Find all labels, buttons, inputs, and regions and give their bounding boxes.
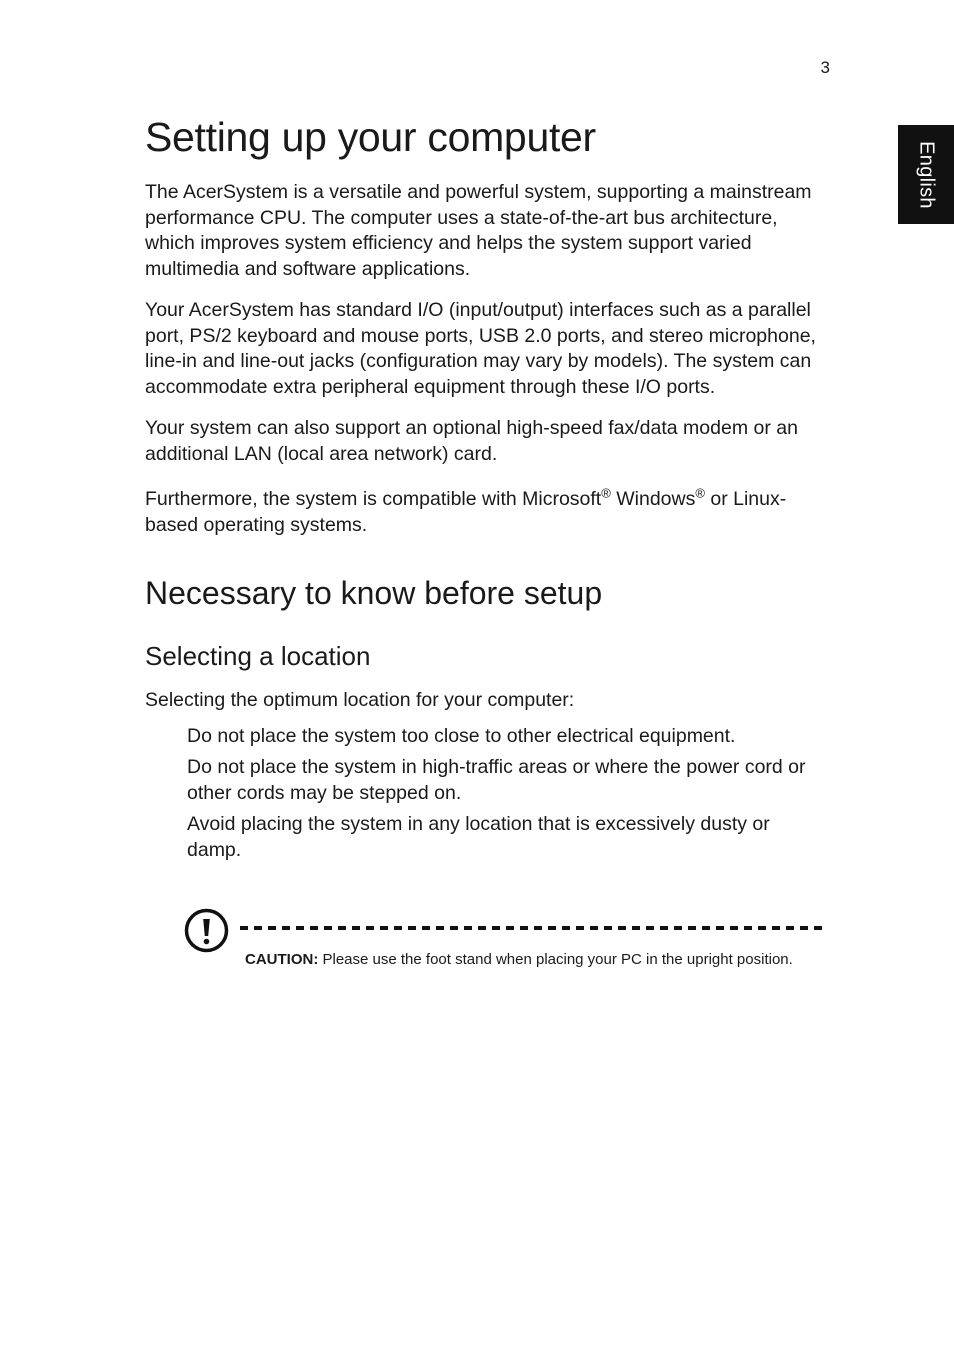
os-text-part3: or Linux-based operating systems. [145,488,787,536]
subsection-heading: Selecting a location [145,641,371,671]
exclamation-circle-icon [184,908,229,953]
language-tab [898,125,954,224]
location-list [187,724,829,864]
caution-label: CAUTION: [245,951,319,968]
list-item: Do not place the system in high-traffic areas or where the power cord or other cords may be stepped on. [187,756,806,804]
paragraph-os-compatibility [145,487,829,538]
caution-message: Please use the foot stand when placing your PC in the upright position. [318,951,793,968]
list-item: Avoid placing the system in any location that is excessively dusty or damp. [187,813,770,861]
page-number: 3 [820,58,830,77]
caution-text [245,950,805,970]
caution-dashed-rule [240,926,824,930]
os-text-part1: Furthermore, the system is compatible with Microsoft [145,488,602,510]
page-content [145,112,829,869]
registered-mark: ® [601,485,611,501]
registered-mark: ® [695,485,705,501]
location-intro: Selecting the optimum location for your computer: [145,689,575,711]
paragraph-intro: The AcerSystem is a versatile and powerful system, supporting a mainstream performance CPU. The computer uses a state-of-the-art bus architecture, which improves system efficiency and helps the system support varied multimedia and software applications. [145,181,812,280]
language-tab-label: English [915,140,938,209]
section-heading: Necessary to know before setup [145,575,603,611]
os-text-part2: Windows [610,488,696,510]
paragraph-modem: Your system can also support an optional high-speed fax/data modem or an additional LAN (local area network) card. [145,417,798,465]
page-title: Setting up your computer [145,114,596,160]
list-item: Do not place the system too close to other electrical equipment. [187,724,736,747]
paragraph-io-ports: Your AcerSystem has standard I/O (input/output) interfaces such as a parallel port, PS/2 keyboard and mouse ports, USB 2.0 ports, and stereo microphone, line-in and line-out jacks (configuration may vary by models). The system can accommodate extra peripheral equipment through these I/O ports. [145,299,816,398]
